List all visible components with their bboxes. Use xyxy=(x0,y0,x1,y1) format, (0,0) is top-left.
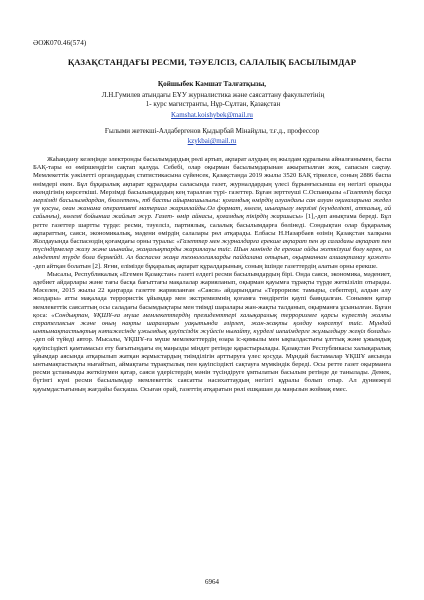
supervisor-email-link[interactable]: kzykbai@mail.ru xyxy=(187,137,237,145)
author-email-link[interactable]: Kamshat.koishybek@mail.ru xyxy=(171,111,253,119)
author-name: Қойшыбек Камшат Талғатқызы, xyxy=(157,80,267,88)
page-number: 6964 xyxy=(205,578,219,586)
article-body xyxy=(33,156,391,394)
paragraph-text: Мысалы, Республикалық «Егемен Қазақстан» газеті елдегі ресми басылымдардың бірі. Онда саяси, экономика, мәдениет, әдебиет айдарлары және тағы басқа бағыттағы мақалалар жарияланып, оқырман қауымға тұрақты түрде жеткізіліп отырады. Мәселен, 2015 жылы 22 қаңтарда газетте жарияланған «Саяси» айдарындағы «Терроризм: тамыры, себептері, алдын алу жолдары» атты мақалада террористік ұйымдар мен экстремизмнің қоғамға төндіретін қаупі баяндалған. Сонымен қатар мемлекеттік саясаттың осы саладағы басымдықтары мен тиімді шаралары жан-жақты талданып, оқырманға ұсынылған. Бұған қоса: xyxy=(33,270,391,319)
paragraph-text: -деп айтқан болатын [2]. Яғни, елімізде бұқаралық ақпарат құралдарының, соның ішінде газеттердің алатын орны ерекше. xyxy=(33,262,378,270)
quoted-text: «Газеттің басқа мерзімді басылымдардан, бюллетень, тб басты айырмашылығы: қоғамдық өмірдің алуандағы сан алуан оқиғаларына жедел үн қосуы, оған жанама оперативті материал жариялайды.Ол формат, көлем, шығарылу мерзімі (күнделікті, апталық, ай сайынғы), көлемі бойынша жайлып жүр. Газет- өмір айнасы, қоғамдық пікірдің жаршысы» xyxy=(33,188,391,221)
body-paragraph xyxy=(33,271,391,394)
quoted-text: «Газеттер мен журналдарға ерекше ақпарат пен әр саладағы ақпарат пен түсіндірмелер жазу және шынайы, жаңалықтарды жариялауы тиіс. Шын мәнінде де ерекше ойды жеткізуші болу керек, ол міндетті түрде бола бермейді. Ал баспасөз жаңа технологияларды пайдалана отырып, оқырманнан алшақтамау қажет» xyxy=(33,238,391,262)
quoted-text: «Сондықтан, ҰҚШҰ-ға мүше мемлекеттердің президенттері халықаралық терроризмге қарсы күрестің жалпы стратегиясын және оның нақты шараларын уақытында әзірлеп, жан-жақты қолдау көрсетуі тиіс. Мұндай ынтымақтастықтың нәтижесінде ұжымдық қауіпсіздік жүйесін нығайту, күрделі шешімдерге жұмылдыру жеңіл болады» xyxy=(33,311,391,336)
paragraph-text: Жаһандану кезеңінде электронды басылымдардың рөлі артып, ақпарат алудың ең жылдам құралына айналғанымен, баспа БАҚ-тары өз өміршеңдігін сақтап қалуда. Себебі, олар оқырман басылымдарынан ажыратылған жоқ, сапасын сақтау. Мемлекеттік уәкілетті органдардың статистикасына сүйенсек, Қазақстанда 2019 жылы 3520 БАҚ тіркелсе, соның 2886 баспа өнімдері екен. Бұл бұқаралық ақпарат құралдары саласында газет, журналдардың үлесі бұрынғысынша ең негізгі орынды екендігінің көрсеткіші. Мерзімді басылымдардың кең таралған түрі- газеттер. Бұған зерттеуші С.Оспанқызы xyxy=(33,156,391,196)
body-paragraph xyxy=(33,156,391,271)
paragraph-text: -деп ой түйеді автор. Мысалы, ҰҚШҰ-ға мүше мемлекеттердің өзара іс-қимылы мен ықпалдастығы ұлттық және ұжымдық қауіпсіздікті қамтамасыз ету бағытындағы ең маңызды міндет ретінде қарастырылады. Қазақстан Республикасы халықаралық ұйымдар аясында атқарылып жатқан жұмыстардың тиімділігін арттыруға үлес қосуда. Мұндай бастамалар ҰҚШҰ аясында ынтымақтастықты нығайтып, аймақтағы тұрақтылық пен қауіпсіздікті сақтауға мүмкіндік береді. Осы ретте газет оқырманға ресми ұстанымды жеткізумен қатар, саяси үдерістердің мәнін түсіндіруге ұмтылатын басылым ретінде де танылады. Демек, бүгінгі күні ресми басылымдар мемлекеттік саясатты насихаттаудың негізгі құралы болып отыр. Ал дүниежүзі қауымдастығының жағдайы басқаша. Осыған орай, газеттің атқаратын рөлі ешқашан да маңызын жоймақ емес. xyxy=(33,336,391,393)
paragraph-text: [1],-деп анықтама береді. Бұл ретте газеттер шартты түрде: ресми, тәуелсіз, партиялық, салалық басылымдарға бөлінеді. Сондықтан олар бұқаралық ақпараттың, саяси, экономикалық, мәдени өмірдің салалары рөл атқарады. Елбасы Н.Назарбаев өзінің Қазақстан халқына Жолдауында баспасөздің қоғамдағы орны туралы: xyxy=(33,213,392,246)
supervisor-line: Ғылыми жетекші-Алдабергенов Қыдырбай Мінайұлы, т.ғ.д., профессор xyxy=(104,127,320,135)
udc-code: ӘОЖ070.46(574) xyxy=(33,39,87,47)
author-affiliation: Л.Н.Гумилев атындағы ЕҰУ журналистика және саясаттану факультетінің 1- курс магистранты, Нұр-Сұлтан, Қазақстан xyxy=(101,91,325,108)
article-title: ҚАЗАҚСТАНДАҒЫ РЕСМИ, ТӘУЕЛСІЗ, САЛАЛЫҚ БАСЫЛЫМДАР xyxy=(67,57,357,67)
